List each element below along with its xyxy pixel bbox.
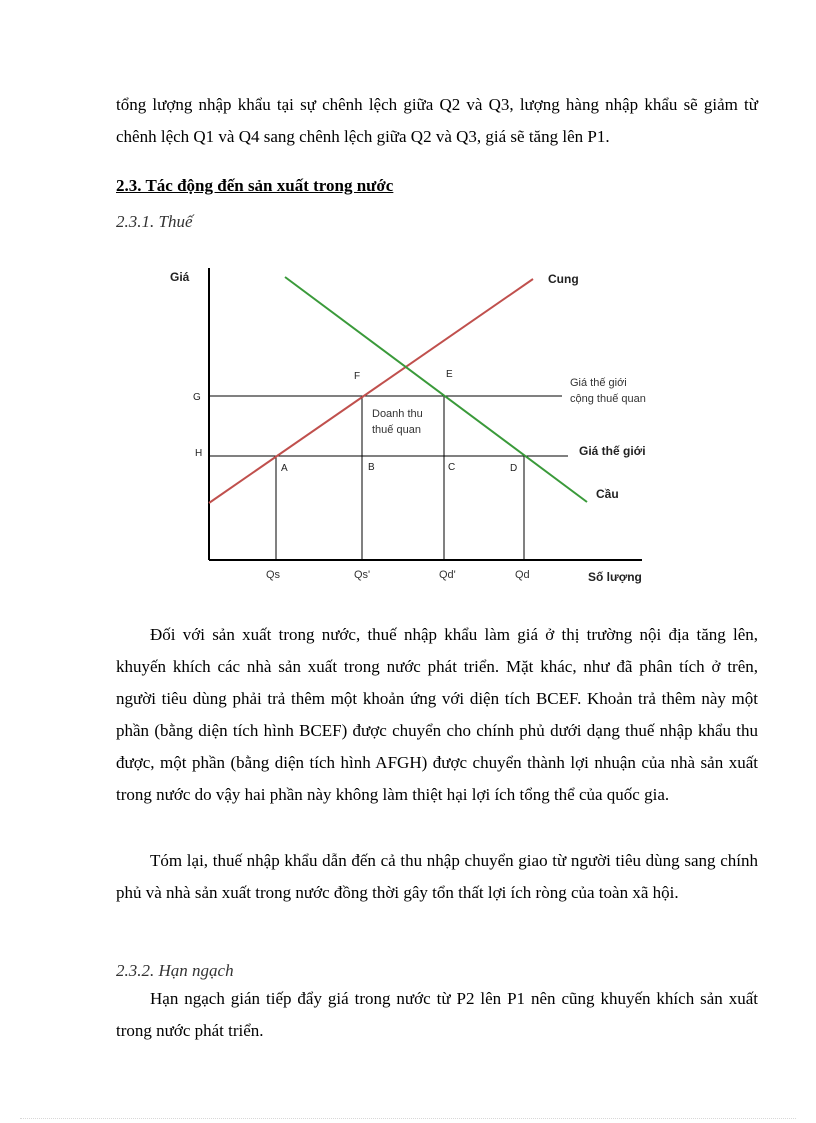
paragraph-quota: Hạn ngạch gián tiếp đẩy giá trong nước từ P2 lên P1 nên cũng khuyến khích sản xuất trong nước phát triển.	[116, 989, 758, 1040]
world-price-label: Giá thế giới	[579, 444, 646, 458]
paragraph-summary: Tóm lại, thuế nhập khẩu dẫn đến cả thu nhập chuyển giao từ người tiêu dùng sang chính phủ và nhà sản xuất trong nước đồng thời gây tổn thất lợi ích ròng của toàn xã hội.	[116, 851, 758, 902]
label-c: C	[448, 462, 456, 473]
subsection-heading-tax: 2.3.1. Thuế	[116, 212, 193, 231]
world-price-tariff-label-2: cộng thuế quan	[570, 393, 646, 405]
section-heading: 2.3. Tác động đến sản xuất trong nước	[116, 176, 394, 195]
supply-label: Cung	[548, 272, 579, 286]
x-axis-label: Số lượng	[588, 570, 642, 584]
tick-qs: Qs	[266, 569, 281, 581]
label-d: D	[510, 463, 518, 474]
tick-qd-prime: Qd'	[439, 569, 456, 581]
revenue-label-2: thuế quan	[372, 424, 421, 436]
demand-curve	[285, 277, 587, 502]
paragraph-top: tổng lượng nhập khẩu tại sự chênh lệch giữa Q2 và Q3, lượng hàng nhập khẩu sẽ giảm từ chênh lệch Q1 và Q4 sang chênh lệch giữa Q2 và Q3, giá sẽ tăng lên P1.	[116, 95, 758, 146]
label-h: H	[195, 448, 203, 459]
page-footer-divider	[20, 1118, 796, 1119]
label-g: G	[193, 392, 201, 403]
label-f: F	[354, 371, 361, 382]
world-price-tariff-label-1: Giá thế giới	[570, 377, 627, 389]
subsection-heading-quota: 2.3.2. Hạn ngạch	[116, 961, 234, 980]
revenue-label-1: Doanh thu	[372, 408, 423, 420]
label-b: B	[368, 462, 375, 473]
label-e: E	[446, 369, 453, 380]
paragraph-tax-effect: Đối với sản xuất trong nước, thuế nhập khẩu làm giá ở thị trường nội địa tăng lên, khuyến khích các nhà sản xuất trong nước phát triển. Mặt khác, như đã phân tích ở trên, người tiêu dùng phải trả thêm một khoản ứng với diện tích BCEF. Khoản trả thêm này một phần (bằng diện tích hình BCEF) được chuyển cho chính phủ dưới dạng thuế nhập khẩu thu được, một phần (bằng diện tích hình AFGH) được chuyển thành lợi nhuận của nhà sản xuất trong nước do vậy hai phần này không làm thiệt hại lợi ích tổng thể của quốc gia.	[116, 625, 758, 804]
demand-label: Cầu	[596, 487, 619, 501]
y-axis-label: Giá	[170, 270, 190, 284]
tick-qs-prime: Qs'	[354, 569, 371, 581]
tick-qd: Qd	[515, 569, 530, 581]
label-a: A	[281, 463, 288, 474]
